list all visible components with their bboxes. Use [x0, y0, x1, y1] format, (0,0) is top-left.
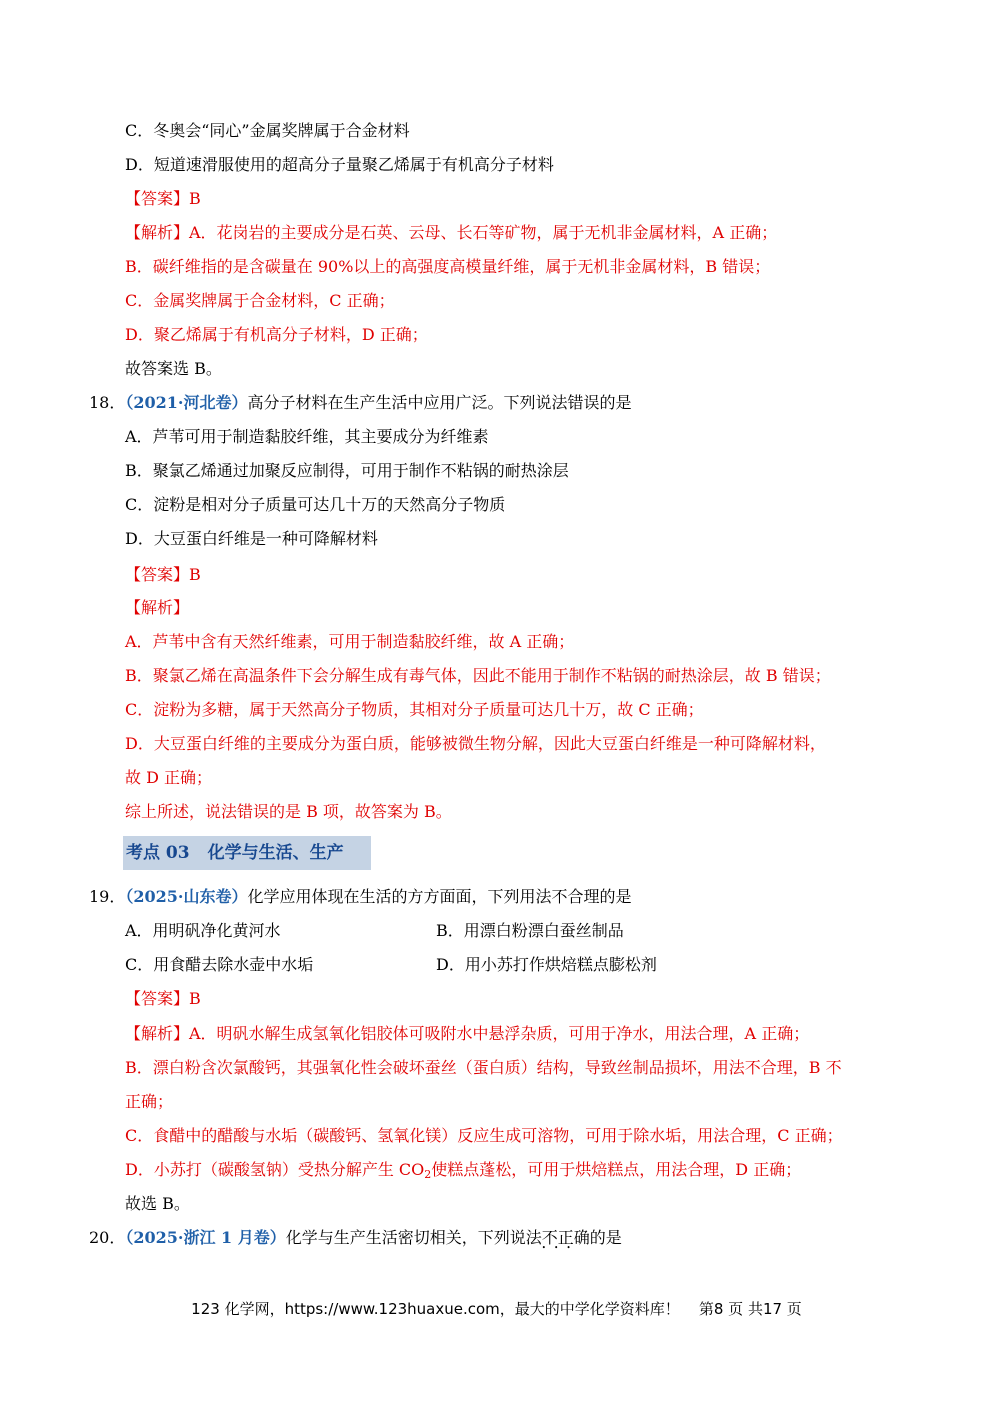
page-footer: [0, 1298, 993, 1319]
q18-analysis-title: 【解析】: [125, 598, 190, 617]
q20-stem-post: 的是: [589, 1228, 622, 1247]
q19-option: B．用漂白粉漂白蚕丝制品: [436, 921, 624, 940]
q17-answer: 【答案】B: [125, 189, 201, 208]
q19-source: （2025·山东卷）: [125, 887, 248, 906]
q18-analysis-line: A．芦苇中含有天然纤维素，可用于制造黏胶纤维，故 A 正确；: [125, 632, 575, 651]
q19-analysis-d-sub: 2: [424, 1168, 432, 1181]
q19-stem-line: [89, 886, 632, 908]
q18-analysis-line: 综上所述，说法错误的是 B 项，故答案为 B。: [125, 802, 452, 821]
q18-analysis-line: 故 D 正确；: [125, 768, 213, 787]
q19-analysis-line: C．食醋中的醋酸与水垢（碳酸钙、氢氧化镁）反应生成可溶物，可用于除水垢，用法合理，C 正确；: [125, 1126, 843, 1145]
footer-text: 123 化学网，https://www.123huaxue.com，最大的中学化学资料库！: [191, 1300, 680, 1318]
q18-analysis-line: D．大豆蛋白纤维的主要成分为蛋白质，能够被微生物分解，因此大豆蛋白纤维是一种可降解材料，: [125, 734, 826, 753]
section-heading: [123, 836, 371, 870]
q19-conclusion: 故选 B。: [125, 1194, 190, 1213]
q20-stem-emphasis: 不正确 • • •: [542, 1228, 590, 1247]
q17-analysis-line: C．金属奖牌属于合金材料，C 正确；: [125, 291, 395, 310]
q18-stem-line: [89, 392, 632, 414]
q17-analysis-line: B．碳纤维指的是含碳量在 90%以上的高强度高模量纤维，属于无机非金属材料，B 错误；: [125, 257, 771, 276]
q19-analysis-d-post: 使糕点蓬松，可用于烘焙糕点，用法合理，D 正确；: [431, 1160, 802, 1179]
q18-option: D．大豆蛋白纤维是一种可降解材料: [125, 529, 378, 548]
footer-page: 第8 页 共17 页: [698, 1300, 802, 1318]
section-title: 化学与生活、生产: [207, 843, 344, 863]
q19-analysis-d-pre: D．小苏打（碳酸氢钠）受热分解产生 CO: [125, 1160, 425, 1179]
q18-analysis-line: C．淀粉为多糖，属于天然高分子物质，其相对分子质量可达几十万，故 C 正确；: [125, 700, 704, 719]
q18-number: 18．: [89, 393, 126, 412]
q18-option: A．芦苇可用于制造黏胶纤维，其主要成分为纤维素: [125, 427, 489, 446]
q17-analysis-line: D．聚乙烯属于有机高分子材料，D 正确；: [125, 325, 428, 344]
q18-option: B．聚氯乙烯通过加聚反应制得，可用于制作不粘锅的耐热涂层: [125, 461, 569, 480]
q19-stem: 化学应用体现在生活的方方面面，下列用法不合理的是: [247, 887, 632, 906]
section-label: 考点 03: [126, 843, 190, 863]
q19-analysis-line: 【解析】A．明矾水解生成氢氧化铝胶体可吸附水中悬浮杂质，可用于净水，用法合理，A 正确；: [125, 1024, 810, 1043]
q17-conclusion: 故答案选 B。: [125, 359, 222, 378]
q19-number: 19．: [89, 887, 126, 906]
q20-source: （2025·浙江 1 月卷）: [125, 1228, 286, 1247]
q18-stem: 高分子材料在生产生活中应用广泛。下列说法错误的是: [247, 393, 632, 412]
q17-option-c: C．冬奥会“同心”金属奖牌属于合金材料: [125, 121, 410, 140]
q18-answer: 【答案】B: [125, 565, 201, 584]
q19-option: A．用明矾净化黄河水: [125, 921, 281, 940]
q18-option: C．淀粉是相对分子质量可达几十万的天然高分子物质: [125, 495, 506, 514]
q20-number: 20．: [89, 1228, 126, 1247]
q17-analysis-line: 【解析】A．花岗岩的主要成分是石英、云母、长石等矿物，属于无机非金属材料，A 正确；: [125, 223, 778, 242]
q18-analysis-line: B．聚氯乙烯在高温条件下会分解生成有毒气体，因此不能用于制作不粘锅的耐热涂层，故 B 错误；: [125, 666, 831, 685]
q20-stem-line: [89, 1227, 622, 1249]
q18-source: （2021·河北卷）: [125, 393, 248, 412]
q19-option: C．用食醋去除水壶中水垢: [125, 955, 314, 974]
q19-analysis-line: B．漂白粉含次氯酸钙，其强氧化性会破坏蚕丝（蛋白质）结构，导致丝制品损坏，用法不合理，B 不: [125, 1058, 842, 1077]
q17-option-d: D．短道速滑服使用的超高分子量聚乙烯属于有机高分子材料: [125, 155, 554, 174]
q19-option: D．用小苏打作烘焙糕点膨松剂: [436, 955, 657, 974]
q19-analysis-line-d: [125, 1159, 801, 1186]
q19-analysis-line: 正确；: [125, 1092, 174, 1111]
q20-stem-pre: 化学与生产生活密切相关，下列说法: [285, 1228, 542, 1247]
q19-answer: 【答案】B: [125, 989, 201, 1008]
